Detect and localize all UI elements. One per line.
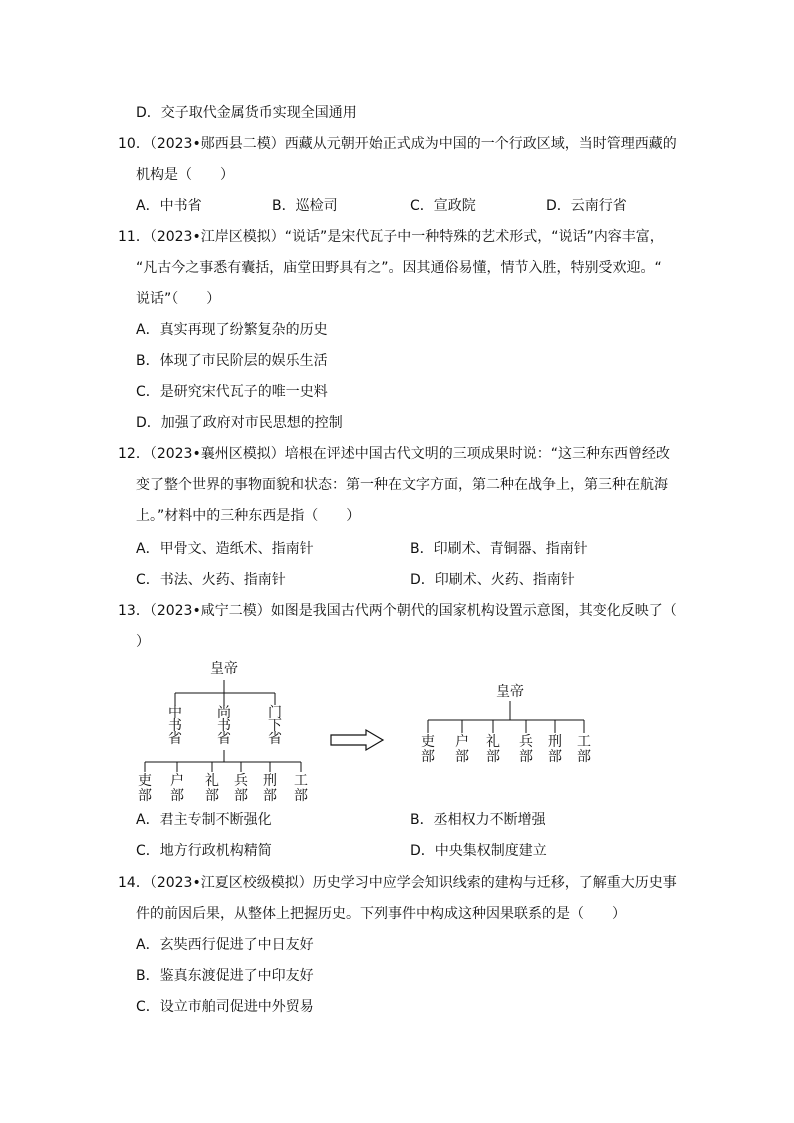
q9-option-d: D．交子取代金属货币实现全国通用: [136, 105, 357, 121]
q10-stem-line2: 机构是（ ）: [136, 167, 234, 183]
q13-option-d: D．中央集权制度建立: [410, 843, 547, 859]
q12-stem-line2: 变了整个世界的事物面貌和状态：第一种在文字方面，第二种在战争上，第三种在航海: [136, 477, 668, 493]
left-root-emperor: 皇帝: [210, 661, 238, 677]
right-root-emperor: 皇帝: [496, 684, 524, 700]
left-mid-node-2: 门下省: [268, 705, 282, 747]
q13-option-b: B．丞相权力不断增强: [410, 812, 546, 828]
q10-stem-line1: 10．（2023•郧西县二模）西藏从元朝开始正式成为中国的一个行政区域，当时管理西藏的: [118, 136, 677, 152]
q13-option-c: C．地方行政机构精简: [136, 843, 272, 859]
left-bottom-node-1: 户部: [170, 773, 184, 804]
q14-option-c: C．设立市舶司促进中外贸易: [136, 999, 314, 1015]
q13-stem-line2: ）: [136, 634, 150, 650]
q11-stem-line1: 11．（2023•江岸区模拟）“说话”是宋代瓦子中一种特殊的艺术形式，“说话”内容丰富，: [118, 229, 664, 245]
left-bottom-node-5: 工部: [294, 773, 308, 804]
left-bottom-node-0: 吏部: [138, 773, 152, 804]
q13-option-a: A．君主专制不断强化: [136, 812, 272, 828]
q12-option-b: B．印刷术、青铜器、指南针: [410, 541, 588, 557]
q14-option-b: B．鉴真东渡促进了中印友好: [136, 968, 314, 984]
right-bottom-node-2: 礼部: [486, 734, 500, 765]
right-bottom-node-5: 工部: [577, 734, 591, 765]
left-bottom-node-3: 兵部: [234, 773, 248, 804]
q11-option-b: B．体现了市民阶层的娱乐生活: [136, 353, 328, 369]
q10-option-a: A．中书省: [136, 198, 202, 214]
q12-option-c: C．书法、火药、指南针: [136, 572, 286, 588]
q10-option-b: B．巡检司: [272, 198, 338, 214]
right-bottom-node-1: 户部: [455, 734, 469, 765]
q10-option-d: D．云南行省: [546, 198, 627, 214]
left-bottom-node-4: 刑部: [263, 773, 277, 804]
right-bottom-node-3: 兵部: [519, 734, 533, 765]
q11-option-a: A．真实再现了纷繁复杂的历史: [136, 322, 328, 338]
q11-stem-line3: 说话”（ ）: [136, 291, 221, 307]
q13-stem-line1: 13．（2023•咸宁二模）如图是我国古代两个朝代的国家机构设置示意图，其变化反映了（: [118, 603, 677, 619]
right-bottom-node-0: 吏部: [421, 734, 435, 765]
q11-stem-line2: “凡古今之事悉有囊括，庙堂田野具有之”。因其通俗易懂，情节入胜，特别受欢迎。“: [136, 260, 662, 276]
q12-stem-line1: 12．（2023•襄州区模拟）培根在评述中国古代文明的三项成果时说：“这三种东西曾经改: [118, 446, 670, 462]
right-bottom-node-4: 刑部: [548, 734, 562, 765]
q14-option-a: A．玄奘西行促进了中日友好: [136, 937, 314, 953]
q10-option-c: C．宣政院: [410, 198, 476, 214]
q12-option-a: A．甲骨文、造纸术、指南针: [136, 541, 314, 557]
q11-option-d: D．加强了政府对市民思想的控制: [136, 415, 343, 431]
q14-stem-line2: 件的前因后果，从整体上把握历史。下列事件中构成这种因果联系的是（ ）: [136, 906, 626, 922]
left-bottom-node-2: 礼部: [205, 773, 219, 804]
q12-stem-line3: 上。”材料中的三种东西是指（ ）: [136, 508, 361, 524]
q12-option-d: D．印刷术、火药、指南针: [410, 572, 575, 588]
left-mid-node-1: 尚书省: [217, 705, 231, 747]
left-mid-node-0: 中书省: [168, 705, 182, 747]
q11-option-c: C．是研究宋代瓦子的唯一史料: [136, 384, 328, 400]
q14-stem-line1: 14．（2023•江夏区校级模拟）历史学习中应学会知识线索的建构与迁移，了解重大历史事: [118, 875, 677, 891]
